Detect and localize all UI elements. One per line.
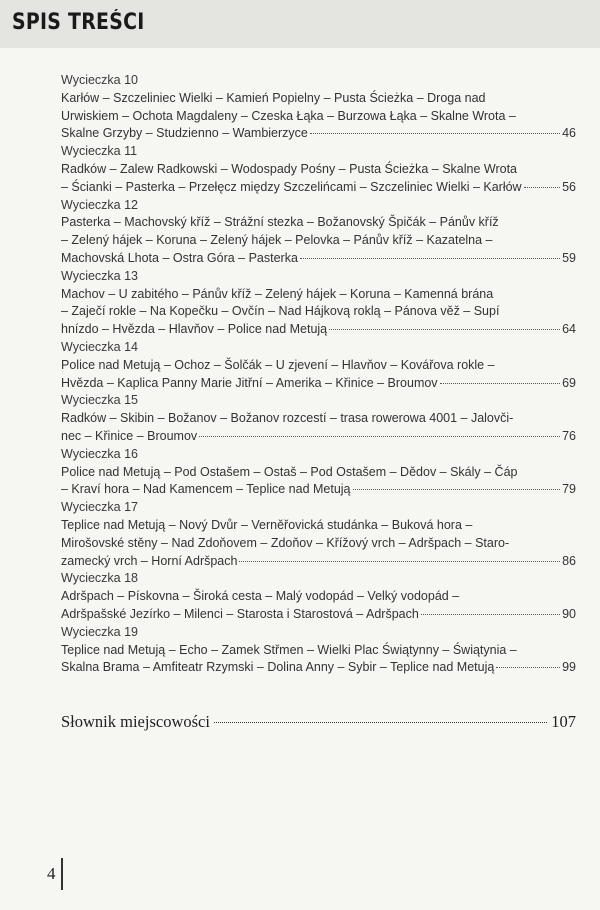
entry-route-line: Radków – Skibin – Božanov – Božanov rozcestí – trasa rowerowa 4001 – Jalovči- [61, 411, 514, 426]
dot-leader [199, 436, 560, 437]
toc-entry[interactable] [61, 72, 576, 143]
glossary-entry[interactable] [61, 712, 576, 732]
entry-route-line: Karłów – Szczeliniec Wielki – Kamień Popielny – Pusta Ścieżka – Droga nad [61, 90, 486, 105]
entry-route-line [61, 250, 576, 268]
entry-route-line [61, 659, 576, 677]
entry-page-number: 64 [562, 322, 576, 337]
entry-label: Wycieczka 10 [61, 73, 138, 87]
entry-page-number: 69 [562, 375, 576, 390]
entry-label: Wycieczka 18 [61, 571, 138, 586]
entry-label: Wycieczka 17 [61, 500, 138, 515]
entry-route-line: Adršpach – Pískovna – Široká cesta – Malý vodopád – Velký vodopád – [61, 589, 460, 604]
toc-entry[interactable] [61, 143, 576, 196]
entry-route-line: Urwiskiem – Ochota Magdaleny – Czeska Łąka – Burzowa Łąka – Skalne Wrota – [61, 108, 516, 123]
entry-route-line [61, 375, 576, 393]
entry-route-text: Machovská Lhota – Ostra Góra – Pasterka [61, 250, 298, 265]
dot-leader [239, 561, 560, 562]
toc-entry[interactable] [61, 392, 576, 445]
footer-rule [61, 858, 63, 890]
entry-page-number: 90 [562, 606, 576, 621]
dot-leader [353, 489, 561, 490]
dot-leader [496, 667, 560, 668]
dot-leader [329, 329, 560, 330]
entry-route-text: Skalne Grzyby – Studzienno – Wambierzyce [61, 126, 308, 141]
entry-page-number: 99 [562, 660, 576, 675]
glossary-label: Słownik miejscowości [61, 712, 210, 731]
entry-route-line: Radków – Zalew Radkowski – Wodospady Pośny – Pusta Ścieżka – Skalne Wrota [61, 161, 518, 176]
entry-route-line [61, 321, 576, 339]
dot-leader [421, 614, 560, 615]
entry-route-text: nec – Křinice – Broumov [61, 428, 198, 443]
dot-leader [524, 187, 561, 188]
entry-route-text: Skalna Brama – Amfiteatr Rzymski – Dolina Anny – Sybir – Teplice nad Metują [61, 660, 495, 675]
entry-route-line: Mirošovské stěny – Nad Zdoňovem – Zdoňov – Křížový vrch – Adršpach – Staro- [61, 535, 510, 550]
toc-entry[interactable] [61, 446, 576, 499]
entry-page-number: 79 [562, 482, 576, 497]
dot-leader [300, 258, 560, 259]
entry-page-number: 86 [562, 553, 576, 568]
entry-route-line [61, 428, 576, 446]
entry-route-line [61, 606, 576, 624]
entry-route-line: Police nad Metują – Pod Ostašem – Ostaš – Pod Ostašem – Dědov – Skály – Čáp [61, 464, 518, 479]
toc-entry[interactable] [61, 624, 576, 677]
dot-leader [310, 133, 560, 134]
entry-route-line: Pasterka – Machovský kříž – Strážní stezka – Božanovský Špičák – Pánův kříž [61, 215, 499, 230]
entry-label: Wycieczka 15 [61, 393, 138, 408]
entry-label: Wycieczka 16 [61, 446, 138, 461]
entry-route-line [61, 125, 576, 143]
entry-route-line: – Zaječí rokle – Na Kopečku – Ovčín – Nad Hájkovą roklą – Pánova věž – Supí [61, 304, 500, 319]
entry-route-text: – Ścianki – Pasterka – Przełęcz między Szczelińcami – Szczeliniec Wielki – Karłów [61, 179, 522, 194]
entry-route-line [61, 553, 576, 571]
entry-route-line: Teplice nad Metują – Echo – Zamek Střmen – Wielki Plac Świątynny – Świątynia – [61, 642, 517, 657]
entry-page-number: 56 [562, 179, 576, 194]
entry-route-line: – Zelený hájek – Koruna – Zelený hájek – Pelovka – Pánův kříž – Kazatelna – [61, 233, 493, 248]
entry-route-line: Teplice nad Metują – Nový Dvůr – Verněřovická studánka – Buková hora – [61, 517, 473, 532]
entry-route-line: Police nad Metują – Ochoz – Šolčák – U zjevení – Hlavňov – Kovářova rokle – [61, 357, 495, 372]
entry-route-text: – Kraví hora – Nad Kamencem – Teplice nad Metują [61, 482, 351, 497]
toc-entry[interactable] [61, 570, 576, 623]
entry-page-number: 46 [562, 126, 576, 141]
toc-entry[interactable] [61, 339, 576, 392]
dot-leader [214, 722, 547, 723]
table-of-contents [61, 72, 576, 677]
entry-route-text: Hvězda – Kaplica Panny Marie Jitřní – Amerika – Křinice – Broumov [61, 375, 438, 390]
header-bar [0, 0, 600, 48]
entry-label: Wycieczka 13 [61, 268, 138, 283]
glossary-page-number: 107 [551, 712, 576, 731]
entry-label: Wycieczka 12 [61, 197, 138, 212]
entry-label: Wycieczka 19 [61, 624, 138, 639]
entry-page-number: 59 [562, 250, 576, 265]
dot-leader [440, 383, 561, 384]
page-title: SPIS TREŚCI [12, 10, 145, 35]
toc-entry[interactable] [61, 268, 576, 339]
toc-entry[interactable] [61, 197, 576, 268]
entry-label: Wycieczka 11 [61, 144, 138, 159]
entry-route-line [61, 481, 576, 499]
entry-route-line [61, 179, 576, 197]
entry-route-text: hnízdo – Hvězda – Hlavňov – Police nad Metują [61, 322, 328, 337]
entry-route-text: zamecký vrch – Horní Adršpach [61, 553, 238, 568]
entry-page-number: 76 [562, 428, 576, 443]
entry-route-line: Machov – U zabitého – Pánův kříž – Zelený hájek – Koruna – Kamenná brána [61, 286, 494, 301]
toc-entry[interactable] [61, 499, 576, 570]
footer-page-number: 4 [47, 864, 56, 883]
entry-label: Wycieczka 14 [61, 339, 138, 354]
entry-route-text: Adršpašské Jezírko – Milenci – Starosta i Starostová – Adršpach [61, 606, 419, 621]
